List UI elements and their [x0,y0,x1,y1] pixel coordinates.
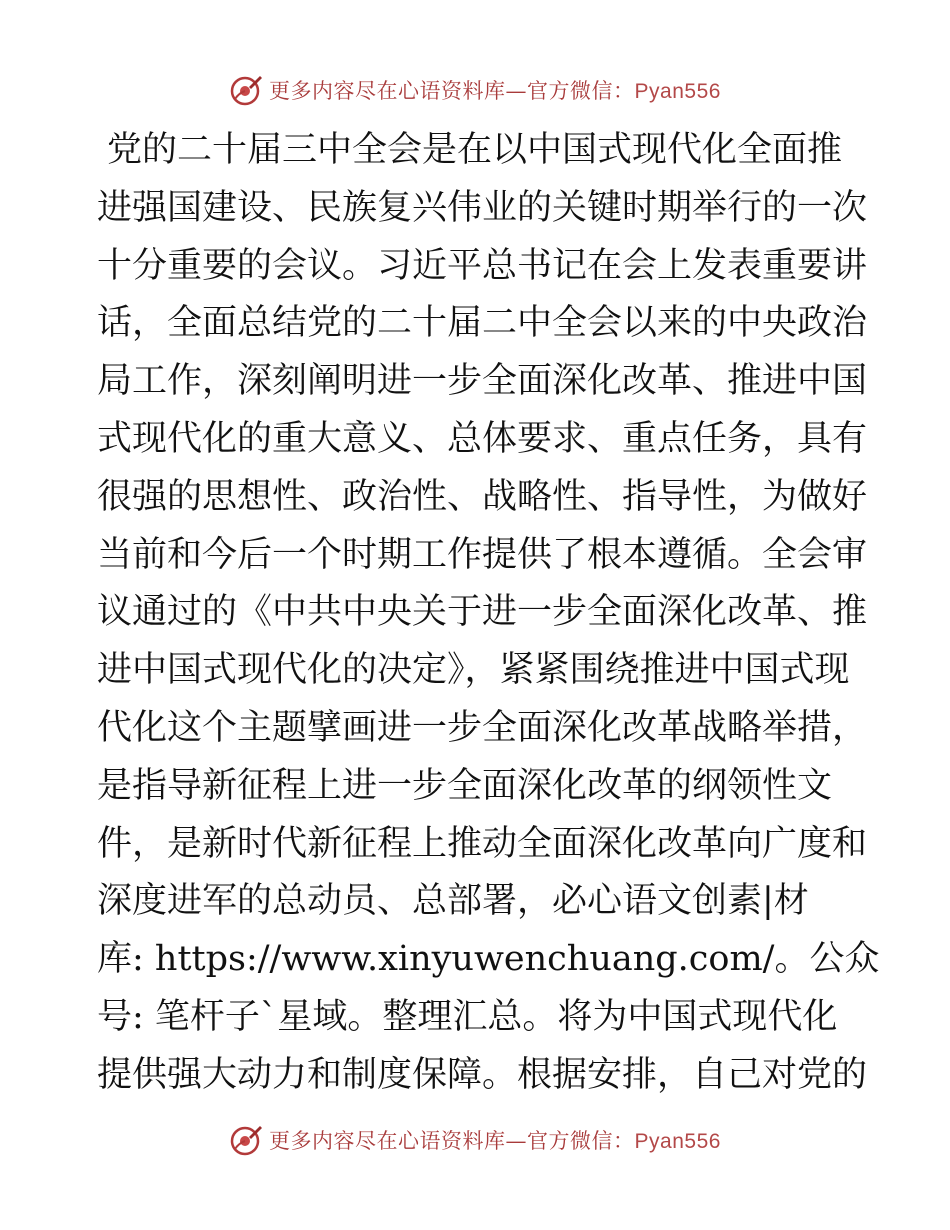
footer-wechat-id: Pyan556 [634,1130,721,1153]
body-line: 很强的思想性、政治性、战略性、指导性，为做好 [97,476,868,517]
body-line: 十分重要的会议。习近平总书记在会上发表重要讲 [97,245,868,286]
header-banner [0,70,950,110]
pen-logo-icon [229,73,263,107]
body-line: 议通过的《中共中央关于进一步全面深化改革、推 [97,592,868,633]
header-banner-text: 更多内容尽在心语资料库—官方微信：Pyan556 [269,79,721,103]
body-line: 话，全面总结党的二十届二中全会以来的中央政治 [97,303,868,344]
body-line: 深度进军的总动员、总部署，必心语文创素|材 [97,881,809,922]
body-line: 式现代化的重大意义、总体要求、重点任务，具有 [97,418,868,459]
body-line: 党的二十届三中全会是在以中国式现代化全面推 [107,130,843,170]
body-line: 进强国建设、民族复兴伟业的关键时期举行的一次 [97,187,868,228]
footer-banner [0,1120,950,1160]
body-line: 当前和今后一个时期工作提供了根本遵循。全会审 [97,534,868,575]
document-body [97,122,880,1105]
pen-logo-icon [229,1123,263,1157]
header-wechat-id: Pyan556 [634,80,721,103]
body-line: 是指导新征程上进一步全面深化改革的纲领性文 [97,765,833,806]
body-line: 件，是新时代新征程上推动全面深化改革向广度和 [97,823,868,864]
body-line: 进中国式现代化的决定》，紧紧围绕推进中国式现 [97,650,850,691]
body-line: 局工作，深刻阐明进一步全面深化改革、推进中国 [97,361,868,402]
body-line: 提供强大动力和制度保障。根据安排，自己对党的 [97,1054,868,1095]
body-line: 代化这个主题擘画进一步全面深化改革战略举措， [97,707,868,748]
body-line: 号: 笔杆子`星域。整理汇总。将为中国式现代化 [97,996,838,1037]
body-line-url: 库: https://www.xinyuwenchuang.com/。公众 [97,939,880,980]
footer-banner-text: 更多内容尽在心语资料库—官方微信：Pyan556 [269,1129,721,1153]
